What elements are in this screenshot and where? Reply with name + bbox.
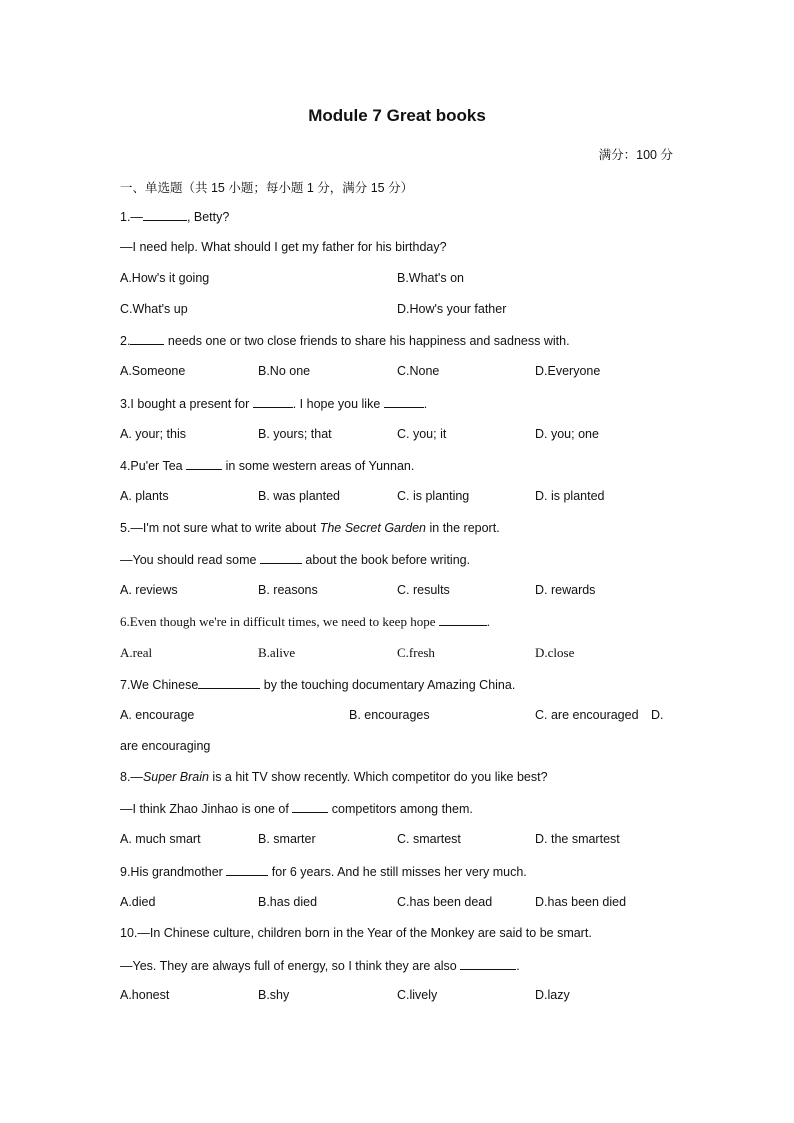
q10-reply-post: . (516, 959, 520, 973)
total-score: 满分：100 分 (598, 148, 673, 162)
q9-option-a[interactable]: A.died (120, 895, 156, 909)
q8-option-c[interactable]: C. smartest (397, 832, 461, 846)
q2-option-c[interactable]: C.None (397, 364, 440, 378)
q8-reply (120, 801, 473, 816)
question-9 (120, 864, 527, 879)
q9-blank[interactable] (226, 864, 268, 876)
q7-option-b[interactable]: B. encourages (349, 708, 430, 722)
q4-blank[interactable] (186, 458, 222, 470)
q10-reply-pre: —Yes. They are always full of energy, so I think they are also (120, 959, 461, 973)
q1-text-post: , Betty? (186, 210, 230, 224)
q6-text-pre: 6.Even though we're in difficult times, we need to keep hope (120, 614, 439, 629)
question-10: 10.—In Chinese culture, children born in the Year of the Monkey are said to be smart. (120, 926, 592, 940)
q4-option-b[interactable]: B. was planted (258, 489, 340, 503)
q4-text-pre: 4.Pu'er Tea (120, 459, 187, 473)
page-title: Module 7 Great books (308, 106, 486, 125)
q5-option-a[interactable]: A. reviews (120, 583, 178, 597)
q5-book-title: The Secret Garden (319, 521, 427, 535)
q8-option-d[interactable]: D. the smartest (535, 832, 620, 846)
q2-blank[interactable] (130, 333, 164, 345)
q2-option-a[interactable]: A.Someone (120, 364, 186, 378)
q9-text-pre: 9.His grandmother (120, 865, 227, 879)
q3-option-a[interactable]: A. your; this (120, 427, 186, 441)
q1-blank[interactable] (143, 209, 187, 221)
q1-option-b[interactable]: B.What's on (397, 271, 464, 285)
q7-option-d-text[interactable]: are encouraging (120, 739, 211, 753)
q3-option-d[interactable]: D. you; one (535, 427, 599, 441)
q1-option-c[interactable]: C.What's up (120, 302, 188, 316)
section-heading: 一、单选题（共 15 小题；每小题 1 分，满分 15 分） (120, 181, 414, 195)
q4-option-d[interactable]: D. is planted (535, 489, 605, 503)
q5-option-d[interactable]: D. rewards (535, 583, 596, 597)
q8-blank[interactable] (292, 801, 328, 813)
q3-option-b[interactable]: B. yours; that (258, 427, 332, 441)
q6-option-a[interactable]: A.real (120, 645, 153, 660)
q10-reply (120, 958, 520, 973)
q5-option-c[interactable]: C. results (397, 583, 450, 597)
q7-option-d[interactable]: D. (651, 708, 664, 722)
q3-text-post: . (423, 397, 428, 411)
q6-option-c[interactable]: C.fresh (397, 645, 435, 660)
question-2 (120, 333, 570, 348)
q4-option-a[interactable]: A. plants (120, 489, 169, 503)
q9-text-post: for 6 years. And he still misses her very much. (268, 865, 527, 879)
question-1 (120, 209, 229, 224)
q6-option-b[interactable]: B.alive (258, 645, 296, 660)
q8-text-pre: 8.— (120, 770, 143, 784)
q10-blank[interactable] (460, 958, 516, 970)
q5-reply (120, 552, 470, 567)
q6-blank[interactable] (439, 614, 487, 626)
q5-blank[interactable] (260, 552, 302, 564)
q10-option-d[interactable]: D.lazy (535, 988, 570, 1002)
q2-option-d[interactable]: D.Everyone (535, 364, 601, 378)
q2-text-pre: 2. (120, 334, 131, 348)
q5-reply-pre: —You should read some (120, 553, 260, 567)
q5-option-b[interactable]: B. reasons (258, 583, 318, 597)
q8-text-post: is a hit TV show recently. Which competitor do you like best? (208, 770, 548, 784)
q8-option-a[interactable]: A. much smart (120, 832, 201, 846)
q8-reply-pre: —I think Zhao Jinhao is one of (120, 802, 293, 816)
q6-option-d[interactable]: D.close (535, 645, 575, 660)
q7-text-post: by the touching documentary Amazing China. (260, 678, 516, 692)
q3-text-pre: 3.I bought a present for (120, 397, 253, 411)
q8-reply-post: competitors among them. (328, 802, 473, 816)
q1-option-d[interactable]: D.How's your father (397, 302, 507, 316)
q8-show-title: Super Brain (142, 770, 209, 784)
question-4 (120, 458, 414, 473)
question-3 (120, 396, 427, 411)
q4-option-c[interactable]: C. is planting (397, 489, 470, 503)
q7-blank[interactable] (198, 677, 260, 689)
q3-blank-2[interactable] (384, 396, 424, 408)
q7-option-c[interactable]: C. are encouraged (535, 708, 639, 722)
question-8 (120, 770, 548, 784)
q7-option-a[interactable]: A. encourage (120, 708, 195, 722)
question-7 (120, 677, 515, 692)
question-6 (120, 614, 490, 630)
q1-option-a[interactable]: A.How's it going (120, 271, 210, 285)
q10-option-b[interactable]: B.shy (258, 988, 290, 1002)
question-5 (120, 521, 500, 535)
q1-text-pre: 1.— (120, 210, 143, 224)
q10-option-c[interactable]: C.lively (397, 988, 438, 1002)
q6-text-post: . (486, 614, 490, 629)
q2-option-b[interactable]: B.No one (258, 364, 311, 378)
q5-reply-post: about the book before writing. (301, 553, 471, 567)
q10-option-a[interactable]: A.honest (120, 988, 170, 1002)
q7-text-pre: 7.We Chinese (120, 678, 199, 692)
q3-blank-1[interactable] (253, 396, 293, 408)
q5-text-pre: 5.—I'm not sure what to write about (120, 521, 320, 535)
q2-text-post: needs one or two close friends to share his happiness and sadness with. (164, 334, 570, 348)
q5-text-post: in the report. (426, 521, 500, 535)
q3-option-c[interactable]: C. you; it (397, 427, 447, 441)
q4-text-post: in some western areas of Yunnan. (222, 459, 415, 473)
q1-reply: —I need help. What should I get my father for his birthday? (120, 240, 447, 254)
q9-option-c[interactable]: C.has been dead (397, 895, 493, 909)
q9-option-b[interactable]: B.has died (258, 895, 318, 909)
q3-text-mid: . I hope you like (292, 397, 384, 411)
q8-option-b[interactable]: B. smarter (258, 832, 316, 846)
q9-option-d[interactable]: D.has been died (535, 895, 627, 909)
